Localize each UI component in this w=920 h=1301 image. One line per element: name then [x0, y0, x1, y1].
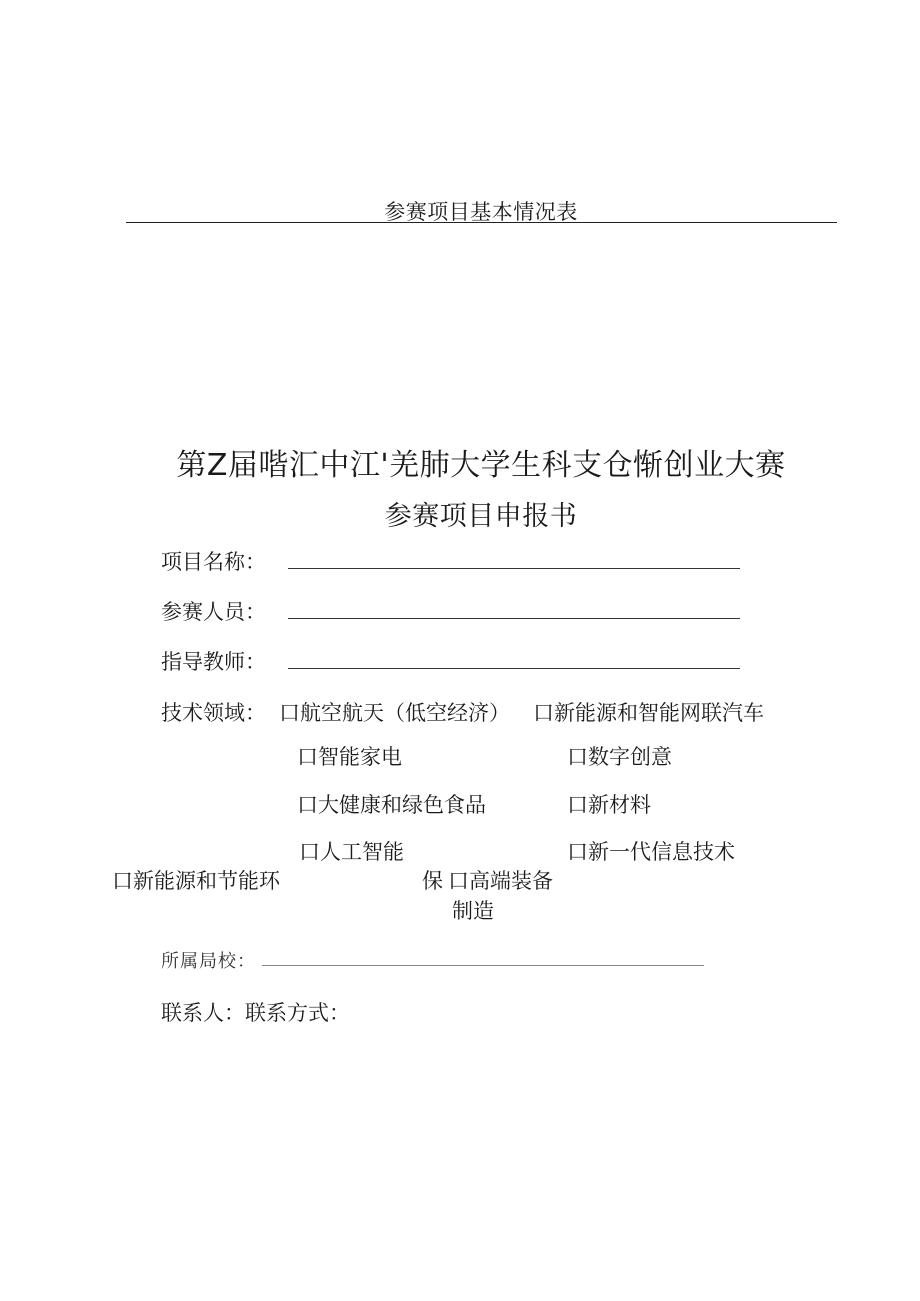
header-divider: [126, 222, 837, 223]
option-new-materials[interactable]: 口新材料: [567, 793, 651, 817]
option-next-gen-it[interactable]: 口新一代信息技术: [567, 840, 735, 864]
option-high-end-equipment-suffix: 制造: [452, 899, 494, 923]
option-energy-saving[interactable]: 口新能源和节能环: [112, 869, 280, 893]
school-label: 所属局校：: [161, 951, 256, 972]
cover-subtitle: 参赛项目申报书: [384, 501, 578, 532]
project-name-label: 项目名称：: [161, 550, 266, 574]
option-health-food[interactable]: 口大健康和绿色食品: [297, 793, 486, 817]
advisor-field[interactable]: [288, 668, 740, 669]
option-smart-appliance[interactable]: 口智能家电: [297, 745, 402, 769]
cover-title: 第Z届喈汇中江'羌肺大学生科支仓惭创业大赛: [176, 448, 786, 483]
project-name-field[interactable]: [288, 568, 740, 569]
header-title: 参赛项目基本情况表: [384, 200, 578, 224]
option-high-end-equipment[interactable]: 口高端装备: [448, 869, 553, 893]
advisor-label: 指导教师：: [161, 650, 266, 674]
option-digital-creative[interactable]: 口数字创意: [567, 745, 672, 769]
participants-field[interactable]: [288, 618, 740, 619]
option-new-energy-vehicle[interactable]: 口新能源和智能网联汽车: [533, 701, 764, 725]
option-ai[interactable]: 口人工智能: [299, 840, 404, 864]
option-energy-saving-suffix: 保: [422, 869, 443, 893]
option-aerospace[interactable]: 口航空航天（低空经济）: [279, 701, 510, 725]
tech-field-label: 技术领域：: [161, 701, 266, 725]
participants-label: 参赛人员：: [161, 600, 266, 624]
contact-label: 联系人：联系方式：: [161, 1001, 350, 1025]
school-field[interactable]: [262, 965, 704, 966]
